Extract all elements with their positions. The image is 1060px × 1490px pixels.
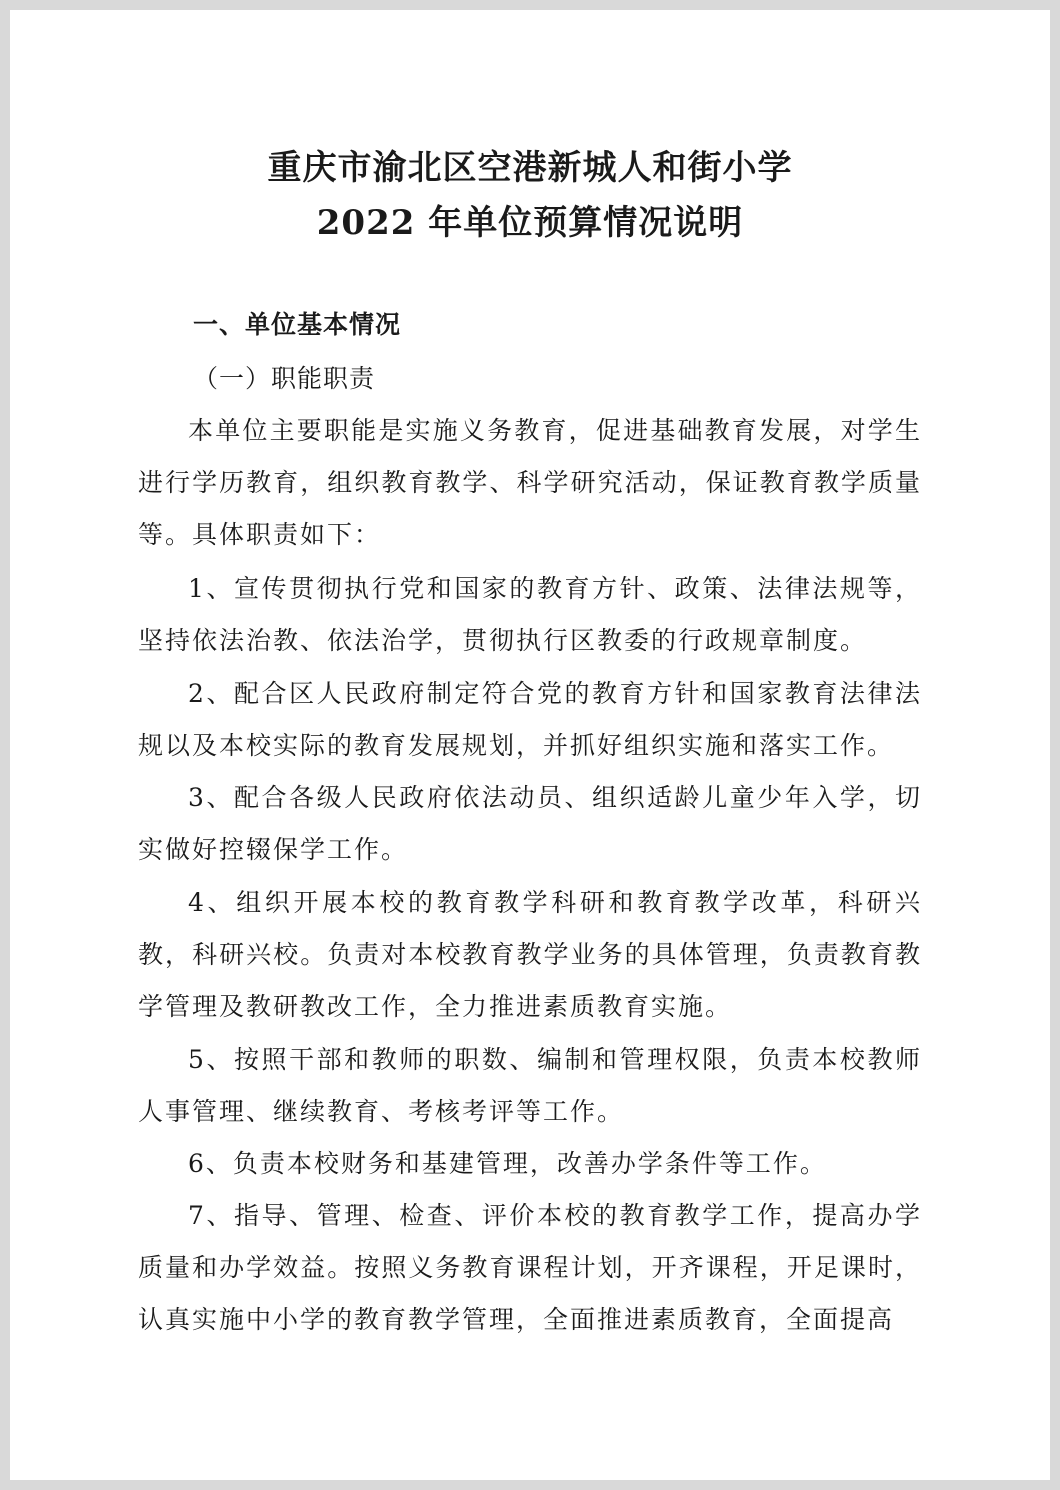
section-heading-unit-basic-info: 一、单位基本情况: [193, 310, 402, 339]
paragraph-item-3: 3、配合各级人民政府依法动员、组织适龄儿童少年入学，切实做好控辍保学工作。: [138, 783, 922, 864]
paragraph-item-2: 2、配合区人民政府制定符合党的教育方针和国家教育法律法规以及本校实际的教育发展规划，并抓好组织实施和落实工作。: [138, 679, 922, 760]
document-page: [10, 10, 1050, 1480]
document-title-line2: 2022 年单位预算情况说明: [316, 203, 744, 243]
paragraph-item-5: 5、按照干部和教师的职数、编制和管理权限，负责本校教师人事管理、继续教育、考核考评等工作。: [138, 1045, 922, 1126]
paragraph-intro: 本单位主要职能是实施义务教育，促进基础教育发展，对学生进行学历教育，组织教育教学、科学研究活动，保证教育教学质量等。具体职责如下：: [138, 416, 922, 549]
paragraph-item-6: 6、负责本校财务和基建管理，改善办学条件等工作。: [188, 1149, 827, 1178]
paragraph-item-7: 7、指导、管理、检查、评价本校的教育教学工作，提高办学质量和办学效益。按照义务教育课程计划，开齐课程，开足课时，认真实施中小学的教育教学管理，全面推进素质教育，全面提高: [138, 1201, 922, 1334]
subsection-heading-functions: （一）职能职责: [193, 364, 376, 393]
document-title-line1: 重庆市渝北区空港新城人和街小学: [267, 148, 793, 188]
paragraph-item-4: 4、组织开展本校的教育教学科研和教育教学改革，科研兴教，科研兴校。负责对本校教育教学业务的具体管理，负责教育教学管理及教研教改工作，全力推进素质教育实施。: [138, 888, 922, 1021]
paragraph-item-1: 1、宣传贯彻执行党和国家的教育方针、政策、法律法规等，坚持依法治教、依法治学，贯彻执行区教委的行政规章制度。: [138, 574, 922, 655]
